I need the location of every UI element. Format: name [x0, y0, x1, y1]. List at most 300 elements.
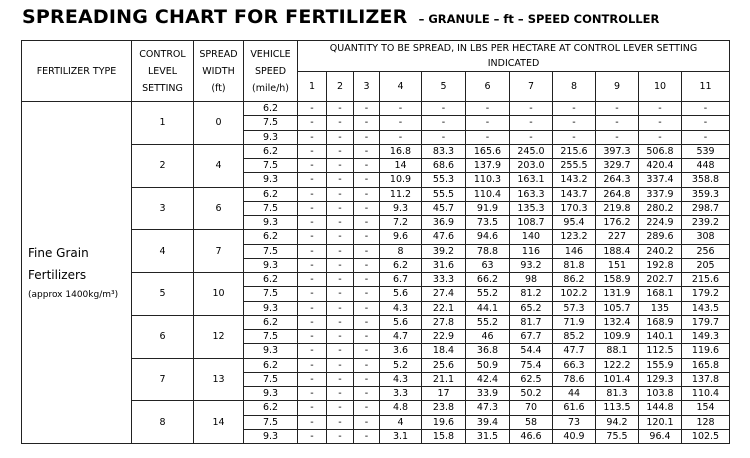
quantity-cell: 81.8 — [553, 258, 596, 272]
quantity-cell: 68.6 — [422, 159, 466, 173]
quantity-cell: 36.8 — [466, 344, 510, 358]
quantity-cell: - — [354, 173, 380, 187]
quantity-cell: 264.3 — [596, 173, 639, 187]
quantity-cell: - — [327, 130, 354, 144]
quantity-cell: - — [298, 344, 327, 358]
quantity-cell: 83.3 — [422, 144, 466, 158]
spread-width-cell: 0 — [194, 102, 244, 145]
quantity-cell: 280.2 — [639, 201, 682, 215]
vehicle-speed-cell: 9.3 — [244, 258, 298, 272]
vehicle-speed-cell: 7.5 — [244, 244, 298, 258]
quantity-cell: - — [327, 216, 354, 230]
quantity-cell: - — [354, 429, 380, 443]
quantity-cell: 168.9 — [639, 315, 682, 329]
quantity-cell: 151 — [596, 258, 639, 272]
header-setting-5: 5 — [422, 72, 466, 102]
quantity-cell: 9.6 — [380, 230, 422, 244]
quantity-cell: - — [327, 401, 354, 415]
quantity-cell: - — [298, 116, 327, 130]
quantity-cell: 86.2 — [553, 273, 596, 287]
quantity-cell: 140.1 — [639, 330, 682, 344]
quantity-cell: 239.2 — [682, 216, 730, 230]
quantity-cell: 81.7 — [510, 315, 553, 329]
quantity-cell: 14 — [380, 159, 422, 173]
quantity-cell: 78.8 — [466, 244, 510, 258]
quantity-cell: 33.9 — [466, 387, 510, 401]
vehicle-speed-cell: 6.2 — [244, 315, 298, 329]
quantity-cell: - — [639, 102, 682, 116]
quantity-cell: - — [327, 273, 354, 287]
header-control-level: CONTROL LEVEL SETTING — [132, 41, 194, 102]
quantity-cell: 73 — [553, 415, 596, 429]
quantity-cell: 47.3 — [466, 401, 510, 415]
quantity-cell: 163.3 — [510, 187, 553, 201]
quantity-cell: 102.5 — [682, 429, 730, 443]
title-subtitle: – GRANULE – ft – SPEED CONTROLLER — [418, 12, 660, 26]
header-setting-2: 2 — [327, 72, 354, 102]
table-row — [22, 102, 730, 116]
quantity-cell: 146 — [553, 244, 596, 258]
quantity-cell: 55.2 — [466, 287, 510, 301]
quantity-cell: 110.3 — [466, 173, 510, 187]
quantity-cell: 154 — [682, 401, 730, 415]
quantity-cell: - — [327, 258, 354, 272]
quantity-cell: - — [354, 372, 380, 386]
vehicle-speed-cell: 9.3 — [244, 301, 298, 315]
quantity-cell: 54.4 — [510, 344, 553, 358]
quantity-cell: 93.2 — [510, 258, 553, 272]
quantity-cell: 131.9 — [596, 287, 639, 301]
quantity-cell: 506.8 — [639, 144, 682, 158]
quantity-cell: - — [327, 372, 354, 386]
quantity-cell: - — [354, 401, 380, 415]
quantity-cell: 96.4 — [639, 429, 682, 443]
spread-width-cell: 4 — [194, 144, 244, 187]
quantity-cell: - — [510, 116, 553, 130]
quantity-cell: - — [327, 159, 354, 173]
quantity-cell: 149.3 — [682, 330, 730, 344]
quantity-cell: 135 — [639, 301, 682, 315]
quantity-cell: 44.1 — [466, 301, 510, 315]
quantity-cell: - — [354, 415, 380, 429]
vehicle-speed-cell: 6.2 — [244, 102, 298, 116]
quantity-cell: 205 — [682, 258, 730, 272]
fertilizer-density-note: (approx 1400kg/m³) — [28, 289, 119, 300]
quantity-cell: 63 — [466, 258, 510, 272]
quantity-cell: - — [298, 387, 327, 401]
quantity-cell: 36.9 — [422, 216, 466, 230]
quantity-cell: 168.1 — [639, 287, 682, 301]
quantity-cell: 119.6 — [682, 344, 730, 358]
quantity-cell: - — [354, 187, 380, 201]
quantity-cell: 137.9 — [466, 159, 510, 173]
quantity-cell: 9.3 — [380, 201, 422, 215]
table-header — [22, 41, 730, 102]
quantity-cell: 98 — [510, 273, 553, 287]
quantity-cell: - — [327, 144, 354, 158]
quantity-cell: - — [553, 102, 596, 116]
quantity-cell: - — [354, 201, 380, 215]
quantity-cell: - — [596, 102, 639, 116]
chart-title — [22, 6, 659, 32]
quantity-cell: 176.2 — [596, 216, 639, 230]
quantity-cell: 25.6 — [422, 358, 466, 372]
quantity-cell: 179.7 — [682, 315, 730, 329]
vehicle-speed-cell: 6.2 — [244, 401, 298, 415]
fertilizer-type-cell — [22, 102, 132, 444]
quantity-cell: - — [354, 273, 380, 287]
quantity-cell: 155.9 — [639, 358, 682, 372]
vehicle-speed-cell: 7.5 — [244, 201, 298, 215]
quantity-cell: 44 — [553, 387, 596, 401]
quantity-cell: 202.7 — [639, 273, 682, 287]
quantity-cell: 95.4 — [553, 216, 596, 230]
header-setting-11: 11 — [682, 72, 730, 102]
quantity-cell: - — [380, 116, 422, 130]
quantity-cell: - — [354, 159, 380, 173]
quantity-cell: - — [298, 429, 327, 443]
quantity-cell: 31.6 — [422, 258, 466, 272]
quantity-cell: - — [327, 358, 354, 372]
quantity-cell: 75.5 — [596, 429, 639, 443]
quantity-cell: - — [327, 187, 354, 201]
quantity-cell: - — [354, 301, 380, 315]
quantity-cell: 7.2 — [380, 216, 422, 230]
vehicle-speed-cell: 7.5 — [244, 116, 298, 130]
quantity-cell: 103.8 — [639, 387, 682, 401]
header-quantity: QUANTITY TO BE SPREAD, IN LBS PER HECTARE AT CONTROL LEVER SETTING INDICATED — [298, 41, 730, 72]
quantity-cell: 448 — [682, 159, 730, 173]
quantity-cell: - — [354, 330, 380, 344]
quantity-cell: 27.8 — [422, 315, 466, 329]
quantity-cell: - — [466, 102, 510, 116]
quantity-cell: 188.4 — [596, 244, 639, 258]
quantity-cell: - — [327, 116, 354, 130]
header-vehicle-speed: VEHICLE SPEED (mile/h) — [244, 41, 298, 102]
quantity-cell: - — [354, 344, 380, 358]
quantity-cell: 31.5 — [466, 429, 510, 443]
quantity-cell: 94.2 — [596, 415, 639, 429]
vehicle-speed-cell: 9.3 — [244, 216, 298, 230]
quantity-cell: 19.6 — [422, 415, 466, 429]
quantity-cell: - — [298, 258, 327, 272]
quantity-cell: 108.7 — [510, 216, 553, 230]
quantity-cell: - — [327, 429, 354, 443]
header-setting-10: 10 — [639, 72, 682, 102]
quantity-cell: 137.8 — [682, 372, 730, 386]
quantity-cell: 39.4 — [466, 415, 510, 429]
quantity-cell: - — [298, 401, 327, 415]
quantity-cell: 21.1 — [422, 372, 466, 386]
quantity-cell: 6.7 — [380, 273, 422, 287]
spreading-table — [21, 40, 730, 444]
quantity-cell: 50.2 — [510, 387, 553, 401]
vehicle-speed-cell: 7.5 — [244, 372, 298, 386]
quantity-cell: - — [596, 116, 639, 130]
quantity-cell: 46.6 — [510, 429, 553, 443]
quantity-cell: 219.8 — [596, 201, 639, 215]
quantity-cell: 40.9 — [553, 429, 596, 443]
quantity-cell: 10.9 — [380, 173, 422, 187]
quantity-cell: - — [298, 372, 327, 386]
quantity-cell: 57.3 — [553, 301, 596, 315]
quantity-cell: 55.5 — [422, 187, 466, 201]
quantity-cell: 128 — [682, 415, 730, 429]
header-setting-3: 3 — [354, 72, 380, 102]
quantity-cell: 337.9 — [639, 187, 682, 201]
quantity-cell: - — [639, 116, 682, 130]
quantity-cell: 113.5 — [596, 401, 639, 415]
quantity-cell: 94.6 — [466, 230, 510, 244]
quantity-cell: 116 — [510, 244, 553, 258]
quantity-cell: 105.7 — [596, 301, 639, 315]
quantity-cell: - — [354, 230, 380, 244]
quantity-cell: 3.1 — [380, 429, 422, 443]
quantity-cell: 3.3 — [380, 387, 422, 401]
quantity-cell: - — [298, 216, 327, 230]
quantity-cell: - — [327, 244, 354, 258]
quantity-cell: - — [354, 244, 380, 258]
vehicle-speed-cell: 6.2 — [244, 273, 298, 287]
quantity-cell: - — [422, 102, 466, 116]
quantity-cell: 67.7 — [510, 330, 553, 344]
quantity-cell: 539 — [682, 144, 730, 158]
quantity-cell: - — [298, 358, 327, 372]
quantity-cell: 123.2 — [553, 230, 596, 244]
quantity-cell: 11.2 — [380, 187, 422, 201]
quantity-cell: 179.2 — [682, 287, 730, 301]
quantity-cell: 6.2 — [380, 258, 422, 272]
quantity-cell: - — [553, 116, 596, 130]
vehicle-speed-cell: 6.2 — [244, 358, 298, 372]
spread-width-cell: 13 — [194, 358, 244, 401]
quantity-cell: - — [327, 344, 354, 358]
quantity-cell: 71.9 — [553, 315, 596, 329]
quantity-cell: 75.4 — [510, 358, 553, 372]
quantity-cell: - — [354, 387, 380, 401]
quantity-cell: 101.4 — [596, 372, 639, 386]
quantity-cell: - — [354, 287, 380, 301]
quantity-cell: 55.2 — [466, 315, 510, 329]
quantity-cell: 140 — [510, 230, 553, 244]
quantity-cell: - — [354, 130, 380, 144]
quantity-cell: 23.8 — [422, 401, 466, 415]
control-level-cell: 6 — [132, 315, 194, 358]
vehicle-speed-cell: 7.5 — [244, 330, 298, 344]
quantity-cell: - — [327, 173, 354, 187]
quantity-cell: 102.2 — [553, 287, 596, 301]
quantity-cell: 215.6 — [682, 273, 730, 287]
vehicle-speed-cell: 7.5 — [244, 159, 298, 173]
quantity-cell: - — [682, 116, 730, 130]
quantity-cell: 4.3 — [380, 301, 422, 315]
spread-width-cell: 6 — [194, 187, 244, 230]
quantity-cell: - — [510, 130, 553, 144]
control-level-cell: 7 — [132, 358, 194, 401]
quantity-cell: - — [354, 258, 380, 272]
control-level-cell: 1 — [132, 102, 194, 145]
quantity-cell: 46 — [466, 330, 510, 344]
quantity-cell: 144.8 — [639, 401, 682, 415]
quantity-cell: 308 — [682, 230, 730, 244]
quantity-cell: 358.8 — [682, 173, 730, 187]
quantity-cell: - — [298, 330, 327, 344]
quantity-cell: 245.0 — [510, 144, 553, 158]
quantity-cell: 135.3 — [510, 201, 553, 215]
quantity-cell: - — [298, 415, 327, 429]
vehicle-speed-cell: 9.3 — [244, 429, 298, 443]
fertilizer-name-line1: Fine Grain — [28, 245, 89, 260]
quantity-cell: - — [298, 159, 327, 173]
quantity-cell: - — [298, 187, 327, 201]
quantity-cell: 158.9 — [596, 273, 639, 287]
quantity-cell: - — [327, 387, 354, 401]
quantity-cell: 120.1 — [639, 415, 682, 429]
quantity-cell: - — [298, 273, 327, 287]
vehicle-speed-cell: 6.2 — [244, 230, 298, 244]
quantity-cell: 18.4 — [422, 344, 466, 358]
quantity-cell: 203.0 — [510, 159, 553, 173]
quantity-cell: - — [298, 144, 327, 158]
quantity-cell: 78.6 — [553, 372, 596, 386]
quantity-cell: 112.5 — [639, 344, 682, 358]
quantity-cell: - — [354, 358, 380, 372]
quantity-cell: 4 — [380, 415, 422, 429]
quantity-cell: 143.2 — [553, 173, 596, 187]
quantity-cell: - — [327, 102, 354, 116]
control-level-cell: 3 — [132, 187, 194, 230]
quantity-cell: 66.2 — [466, 273, 510, 287]
quantity-cell: - — [327, 230, 354, 244]
quantity-cell: 16.8 — [380, 144, 422, 158]
quantity-cell: 165.8 — [682, 358, 730, 372]
quantity-cell: 66.3 — [553, 358, 596, 372]
quantity-cell: 70 — [510, 401, 553, 415]
quantity-cell: - — [298, 301, 327, 315]
quantity-cell: - — [682, 130, 730, 144]
spread-width-cell: 10 — [194, 273, 244, 316]
quantity-cell: 81.2 — [510, 287, 553, 301]
quantity-cell: - — [298, 244, 327, 258]
quantity-cell: 5.6 — [380, 315, 422, 329]
quantity-cell: - — [298, 287, 327, 301]
quantity-cell: 5.6 — [380, 287, 422, 301]
vehicle-speed-cell: 9.3 — [244, 344, 298, 358]
quantity-cell: - — [596, 130, 639, 144]
quantity-cell: 109.9 — [596, 330, 639, 344]
quantity-cell: 264.8 — [596, 187, 639, 201]
quantity-cell: 47.7 — [553, 344, 596, 358]
quantity-cell: 55.3 — [422, 173, 466, 187]
quantity-cell: 240.2 — [639, 244, 682, 258]
quantity-cell: - — [380, 102, 422, 116]
quantity-cell: 3.6 — [380, 344, 422, 358]
vehicle-speed-cell: 7.5 — [244, 415, 298, 429]
quantity-cell: - — [327, 415, 354, 429]
quantity-cell: 50.9 — [466, 358, 510, 372]
quantity-cell: - — [639, 130, 682, 144]
quantity-cell: 255.5 — [553, 159, 596, 173]
quantity-cell: 62.5 — [510, 372, 553, 386]
quantity-cell: 91.9 — [466, 201, 510, 215]
quantity-cell: 420.4 — [639, 159, 682, 173]
quantity-cell: 17 — [422, 387, 466, 401]
quantity-cell: 4.3 — [380, 372, 422, 386]
quantity-cell: - — [327, 330, 354, 344]
quantity-cell: 170.3 — [553, 201, 596, 215]
quantity-cell: 88.1 — [596, 344, 639, 358]
quantity-cell: 4.7 — [380, 330, 422, 344]
quantity-cell: 122.2 — [596, 358, 639, 372]
header-setting-6: 6 — [466, 72, 510, 102]
vehicle-speed-cell: 6.2 — [244, 144, 298, 158]
quantity-cell: 227 — [596, 230, 639, 244]
quantity-cell: 27.4 — [422, 287, 466, 301]
quantity-cell: 22.1 — [422, 301, 466, 315]
quantity-cell: - — [354, 216, 380, 230]
quantity-cell: - — [327, 315, 354, 329]
vehicle-speed-cell: 9.3 — [244, 387, 298, 401]
quantity-cell: 8 — [380, 244, 422, 258]
quantity-cell: 5.2 — [380, 358, 422, 372]
quantity-cell: - — [466, 116, 510, 130]
quantity-cell: 132.4 — [596, 315, 639, 329]
quantity-cell: - — [298, 102, 327, 116]
quantity-cell: 110.4 — [466, 187, 510, 201]
quantity-cell: 256 — [682, 244, 730, 258]
quantity-cell: 359.3 — [682, 187, 730, 201]
control-level-cell: 4 — [132, 230, 194, 273]
quantity-cell: - — [380, 130, 422, 144]
vehicle-speed-cell: 6.2 — [244, 187, 298, 201]
quantity-cell: 47.6 — [422, 230, 466, 244]
header-setting-4: 4 — [380, 72, 422, 102]
quantity-cell: 224.9 — [639, 216, 682, 230]
quantity-cell: - — [422, 116, 466, 130]
quantity-cell: - — [298, 201, 327, 215]
vehicle-speed-cell: 9.3 — [244, 130, 298, 144]
quantity-cell: 65.2 — [510, 301, 553, 315]
title-main: SPREADING CHART FOR FERTILIZER — [22, 6, 408, 28]
quantity-cell: 143.7 — [553, 187, 596, 201]
quantity-cell: - — [327, 287, 354, 301]
quantity-cell: - — [298, 130, 327, 144]
header-setting-8: 8 — [553, 72, 596, 102]
quantity-cell: - — [466, 130, 510, 144]
quantity-cell: 39.2 — [422, 244, 466, 258]
quantity-cell: 192.8 — [639, 258, 682, 272]
table-body — [22, 102, 730, 444]
quantity-cell: 73.5 — [466, 216, 510, 230]
control-level-cell: 8 — [132, 401, 194, 444]
quantity-cell: 298.7 — [682, 201, 730, 215]
header-setting-1: 1 — [298, 72, 327, 102]
quantity-cell: 33.3 — [422, 273, 466, 287]
quantity-cell: - — [682, 102, 730, 116]
quantity-cell: - — [327, 201, 354, 215]
quantity-cell: - — [422, 130, 466, 144]
quantity-cell: - — [354, 116, 380, 130]
quantity-cell: 397.3 — [596, 144, 639, 158]
quantity-cell: 329.7 — [596, 159, 639, 173]
quantity-cell: - — [298, 173, 327, 187]
spread-width-cell: 12 — [194, 315, 244, 358]
quantity-cell: 61.6 — [553, 401, 596, 415]
quantity-cell: - — [298, 230, 327, 244]
quantity-cell: 165.6 — [466, 144, 510, 158]
quantity-cell: - — [354, 144, 380, 158]
quantity-cell: 110.4 — [682, 387, 730, 401]
